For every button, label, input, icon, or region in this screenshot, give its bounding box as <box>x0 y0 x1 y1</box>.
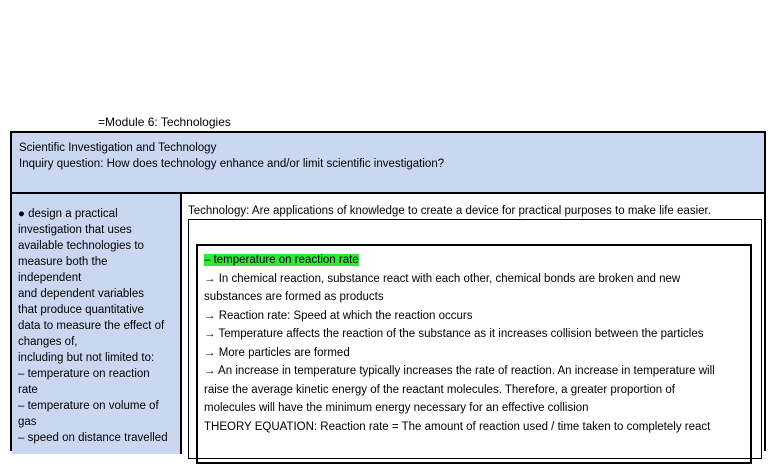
note-line: raise the average kinetic energy of the reactant molecules. Therefore, a greater proportion of <box>204 383 675 396</box>
note-line: → More particles are formed <box>204 346 350 359</box>
module-title: =Module 6: Technologies <box>98 115 231 129</box>
note-line: molecules will have the minimum energy necessary for an effective collision <box>204 402 589 414</box>
notes-inner-box <box>196 244 752 464</box>
outcome-line: measure both the <box>18 256 108 268</box>
outcome-line: data to measure the effect of <box>18 320 165 332</box>
outcome-line: – speed on distance travelled <box>18 432 168 444</box>
syllabus-outcome-text <box>18 206 180 446</box>
outcome-line: ● design a practical <box>18 208 118 220</box>
note-line: → An increase in temperature typically increases the rate of reaction. An increase in temperature will <box>204 365 715 377</box>
table-header-cell <box>12 133 764 194</box>
outcome-line: including but not limited to: <box>18 352 155 364</box>
highlighted-heading: – temperature on reaction rate <box>204 254 359 266</box>
outcome-line: – temperature on volume of <box>18 400 159 412</box>
outcome-line: that produce quantitative <box>18 304 144 316</box>
note-line: → Reaction rate: Speed at which the reaction occurs <box>204 309 473 322</box>
technology-definition: Technology: Are applications of knowledge to create a device for practical purposes to make life easier. <box>188 205 711 217</box>
outcome-line: gas <box>18 416 37 428</box>
syllabus-outcome-cell <box>12 194 182 454</box>
outcome-line: independent <box>18 272 82 284</box>
note-line: → In chemical reaction, substance react with each other, chemical bonds are broken and new <box>204 272 681 285</box>
outcome-line: investigation that uses <box>18 224 132 236</box>
notes-heading <box>204 251 752 270</box>
outcome-line: changes of, <box>18 336 78 348</box>
header-topic: Scientific Investigation and Technology <box>19 142 217 154</box>
note-line: → Temperature affects the reaction of the substance as it increases collision between the particles <box>204 328 704 340</box>
outcome-line: rate <box>18 384 38 396</box>
outcome-line: and dependent variables <box>18 288 144 300</box>
notes-cell <box>182 194 764 454</box>
outcome-line: – temperature on reaction <box>18 368 150 380</box>
outcome-line: available technologies to <box>18 240 144 252</box>
syllabus-table <box>10 131 766 451</box>
header-inquiry-question: Inquiry question: How does technology enhance and/or limit scientific investigation? <box>19 158 445 170</box>
note-line: THEORY EQUATION: Reaction rate = The amount of reaction used / time taken to completely react <box>204 420 711 433</box>
notes-text <box>204 251 752 436</box>
note-line: substances are formed as products <box>204 291 384 303</box>
